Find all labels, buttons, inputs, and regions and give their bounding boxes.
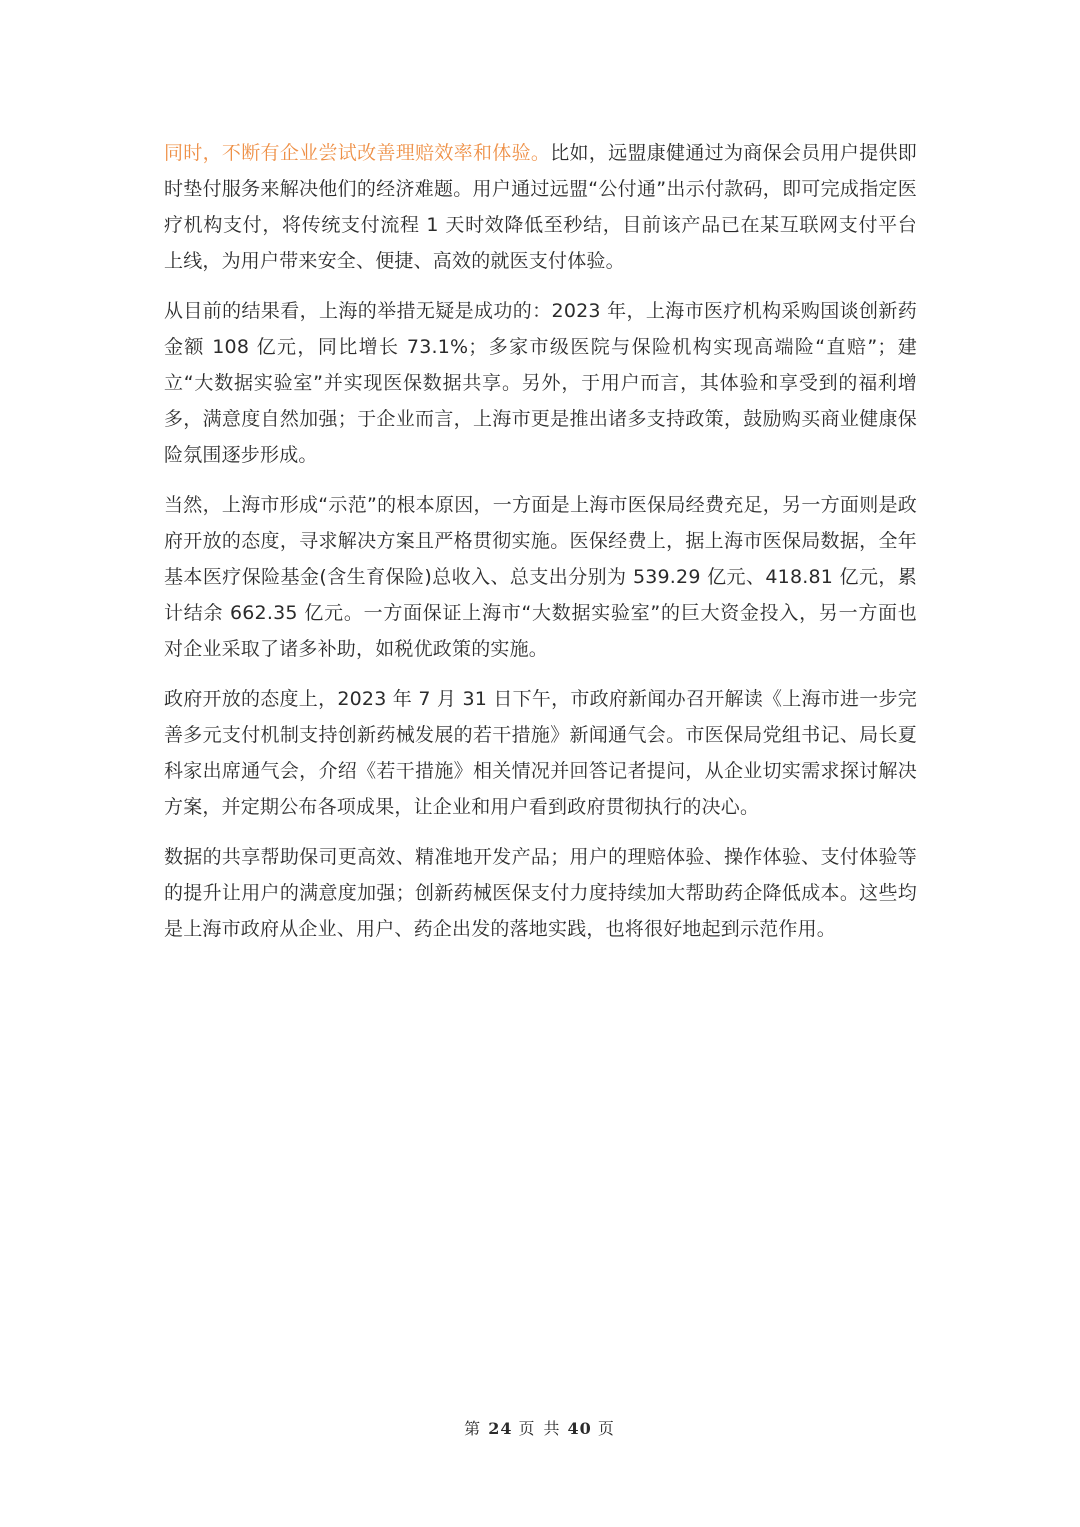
paragraph-text: 当然，上海市形成“示范”的根本原因，一方面是上海市医保局经费充足，另一方面则是政府开放的态度，寻求解决方案且严格贯彻实施。医保经费上，据上海市医保局数据，全年基本医疗保险基金(含生育保险)总收入、总支出分别为 539.29 亿元、418.81 亿元，累计结余 662.35 亿元。一方面保证上海市“大数据实验室”的巨大资金投入，另一方面也对企业采取了诸多补助，如税优政策的实施。 [164,494,917,660]
paragraph-text: 从目前的结果看，上海的举措无疑是成功的：2023 年，上海市医疗机构采购国谈创新药金额 108 亿元，同比增长 73.1%；多家市级医院与保险机构实现高端险“直赔”；建立“大数据实验室”并实现医保数据共享。另外，于用户而言，其体验和享受到的福利增多，满意度自然加强；于企业而言，上海市更是推出诸多支持政策，鼓励购买商业健康保险氛围逐步形成。 [164,300,917,466]
paragraph-text: 比如，远盟康健通过为商保会员用户提供即时垫付服务来解决他们的经济难题。用户通过远盟“公付通”出示付款码，即可完成指定医疗机构支付，将传统支付流程 1 天时效降低至秒结，目前该产品已在某互联网支付平台上线，为用户带来安全、便捷、高效的就医支付体验。 [164,142,917,272]
page-footer [0,1416,1080,1439]
footer-suffix: 页 [597,1419,616,1438]
footer-middle: 页 共 [518,1419,562,1438]
total-pages-number: 40 [567,1419,592,1438]
footer-prefix: 第 [464,1419,483,1438]
paragraph-4 [164,681,917,825]
highlighted-sentence: 同时，不断有企业尝试改善理赔效率和体验。 [164,142,551,164]
paragraph-1 [164,135,917,279]
paragraph-3 [164,487,917,667]
paragraph-text: 数据的共享帮助保司更高效、精准地开发产品；用户的理赔体验、操作体验、支付体验等的提升让用户的满意度加强；创新药械医保支付力度持续加大帮助药企降低成本。这些均是上海市政府从企业、用户、药企出发的落地实践，也将很好地起到示范作用。 [164,846,917,940]
paragraph-2 [164,293,917,473]
paragraph-text: 政府开放的态度上，2023 年 7 月 31 日下午，市政府新闻办召开解读《上海市进一步完善多元支付机制支持创新药械发展的若干措施》新闻通气会。市医保局党组书记、局长夏科家出席通气会，介绍《若干措施》相关情况并回答记者提问，从企业切实需求探讨解决方案，并定期公布各项成果，让企业和用户看到政府贯彻执行的决心。 [164,688,917,818]
article-body [164,135,917,961]
paragraph-5 [164,839,917,947]
current-page-number: 24 [488,1419,513,1438]
